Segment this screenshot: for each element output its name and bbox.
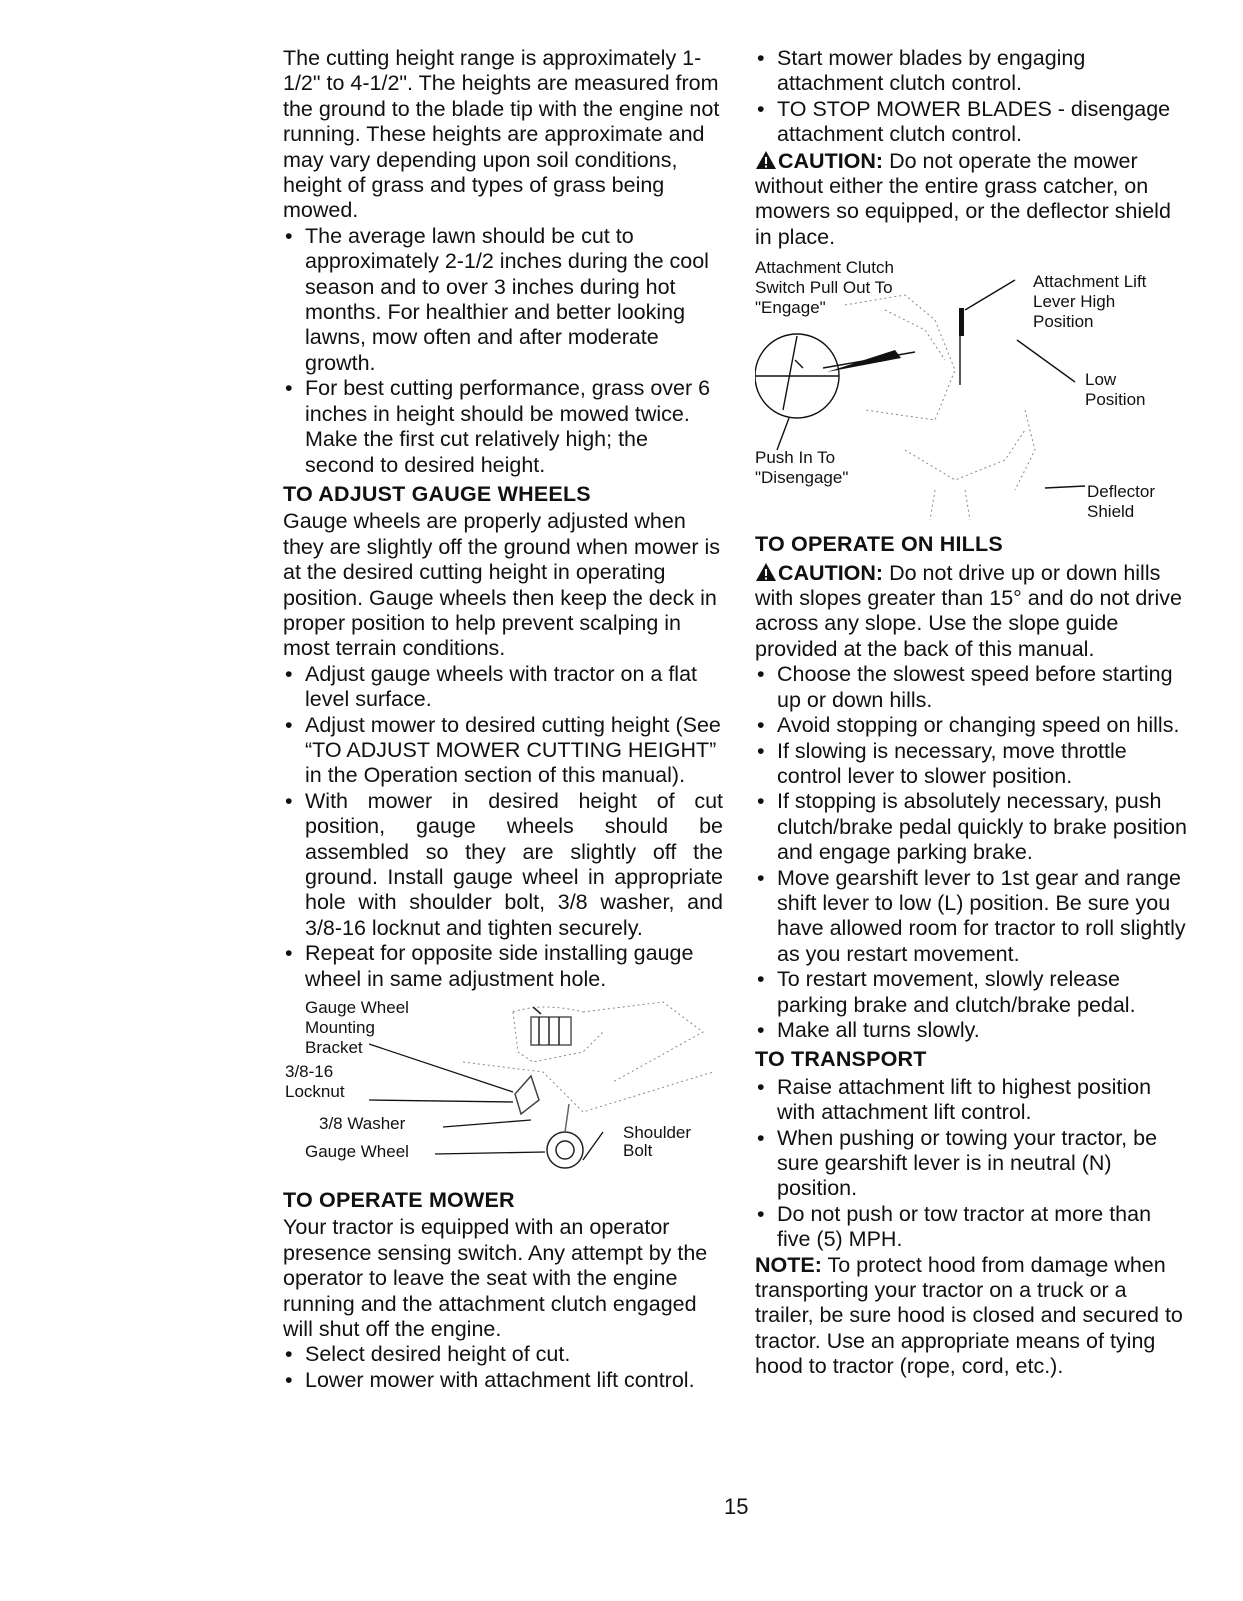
intro-bullet-list bbox=[283, 224, 723, 478]
list-item: • Make all turns slowly. bbox=[755, 1018, 1190, 1043]
warning-triangle-icon bbox=[755, 150, 777, 170]
operate-mower-text: Your tractor is equipped with an operator presence sensing switch. Any attempt by the operator to leave the seat with the engine running and the attachment clutch engaged will shut off the engine. bbox=[283, 1215, 708, 1342]
list-item: • The average lawn should be cut to approximately 2-1/2 inches during the cool season and to over 3 inches during hot months. For healthier and better looking lawns, mow often and after moderate growth. bbox=[283, 224, 723, 376]
operate-bullet-list bbox=[283, 1342, 723, 1393]
list-item: • Adjust gauge wheels with tractor on a flat level surface. bbox=[283, 662, 723, 713]
hills-bullet-list bbox=[755, 662, 1190, 1043]
wheel-label: Gauge Wheel bbox=[305, 1142, 409, 1162]
caution-catcher bbox=[755, 148, 1190, 251]
cutting-height-intro: The cutting height range is approximately 1-1/2" to 4-1/2". The heights are measured from the ground to the blade tip with the engine not running. These heights are approximate and may vary depending upon soil conditions, height of grass and types of grass being mowed. bbox=[283, 46, 720, 223]
list-item: • Repeat for opposite side installing gauge wheel in same adjustment hole. bbox=[283, 941, 723, 992]
note-text: To protect hood from damage when transporting your tractor on a truck or a trailer, be sure hood is closed and secured to tractor. Use an appropriate means of tying hood to tractor (rope, cord, etc.). bbox=[755, 1252, 1183, 1379]
list-item: • Select desired height of cut. bbox=[283, 1342, 723, 1367]
list-item: • To restart movement, slowly release parking brake and clutch/brake pedal. bbox=[755, 967, 1190, 1018]
list-item: • Start mower blades by engaging attachment clutch control. bbox=[755, 46, 1190, 97]
list-item: • TO STOP MOWER BLADES - disengage attachment clutch control. bbox=[755, 97, 1190, 148]
washer-label: 3/8 Washer bbox=[319, 1114, 406, 1134]
list-item: • Lower mower with attachment lift control. bbox=[283, 1368, 723, 1393]
clutch-lift-diagram bbox=[755, 250, 1190, 528]
bolt-label: Shoulder Bolt bbox=[623, 1123, 692, 1161]
caution-text: Do not drive up or down hills with slopes greater than 15° and do not drive across any slope. Use the slope guide provided at the back of this manual. bbox=[755, 560, 1182, 661]
clutch-disengage-label: Push In To "Disengage" bbox=[755, 448, 849, 488]
bracket-label: Gauge Wheel Mounting Bracket bbox=[305, 998, 409, 1058]
gauge-wheel-diagram bbox=[283, 992, 723, 1184]
transport-heading: TO TRANSPORT bbox=[755, 1047, 927, 1072]
note-label: NOTE: bbox=[755, 1252, 822, 1277]
hills-heading: TO OPERATE ON HILLS bbox=[755, 532, 1003, 557]
gauge-bullet-list bbox=[283, 662, 723, 992]
list-item: • If stopping is absolutely necessary, push clutch/brake pedal quickly to brake position and engage parking brake. bbox=[755, 789, 1190, 865]
caution-label: CAUTION: bbox=[755, 148, 883, 174]
right-column bbox=[755, 46, 1190, 1380]
transport-note bbox=[755, 1253, 1190, 1380]
list-item: • For best cutting performance, grass over 6 inches in height should be mowed twice. Make the first cut relatively high; the second to desired height. bbox=[283, 376, 723, 478]
blade-bullet-list bbox=[755, 46, 1190, 148]
list-item: • When pushing or towing your tractor, be sure gearshift lever is in neutral (N) position. bbox=[755, 1126, 1190, 1202]
caution-label: CAUTION: bbox=[755, 560, 883, 586]
clutch-engage-label: Attachment Clutch Switch Pull Out To "Engage" bbox=[755, 258, 894, 318]
deflector-label: Deflector Shield bbox=[1087, 482, 1156, 522]
locknut-label: 3/8-16 Locknut bbox=[285, 1062, 345, 1102]
gauge-wheels-text: Gauge wheels are properly adjusted when they are slightly off the ground when mower is at the desired cutting height in operating position. Gauge wheels then keep the deck in proper position to help prevent scalping in most terrain conditions. bbox=[283, 509, 721, 661]
list-item: • Do not push or tow tractor at more than five (5) MPH. bbox=[755, 1202, 1190, 1253]
list-item: • Move gearshift lever to 1st gear and range shift lever to low (L) position. Be sure you have allowed room for tractor to roll slightly as you restart movement. bbox=[755, 866, 1190, 968]
transport-bullet-list bbox=[755, 1075, 1190, 1253]
operate-mower-heading: TO OPERATE MOWER bbox=[283, 1188, 515, 1213]
list-item: • With mower in desired height of cut position, gauge wheels should be assembled so they are slightly off the ground. Install gauge wheel in appropriate hole with shoulder bolt, 3/8 washer, and 3/8-16 locknut and tighten securely. bbox=[283, 789, 723, 941]
left-column bbox=[283, 46, 723, 1393]
lift-high-label: Attachment Lift Lever High Position bbox=[1033, 272, 1147, 332]
list-item: • Raise attachment lift to highest position with attachment lift control. bbox=[755, 1075, 1190, 1126]
list-item: • If slowing is necessary, move throttle control lever to slower position. bbox=[755, 739, 1190, 790]
list-item: • Choose the slowest speed before starting up or down hills. bbox=[755, 662, 1190, 713]
warning-triangle-icon bbox=[755, 562, 777, 582]
caution-hills bbox=[755, 560, 1190, 663]
list-item: • Avoid stopping or changing speed on hills. bbox=[755, 713, 1190, 738]
caution-text: Do not operate the mower without either the entire grass catcher, on mowers so equipped, or the deflector shield in place. bbox=[755, 148, 1171, 249]
list-item: • Adjust mower to desired cutting height (See “TO ADJUST MOWER CUTTING HEIGHT” in the Operation section of this manual). bbox=[283, 713, 723, 789]
lift-low-label: Low Position bbox=[1085, 370, 1146, 410]
gauge-wheels-heading: TO ADJUST GAUGE WHEELS bbox=[283, 481, 591, 506]
page-number: 15 bbox=[724, 1494, 749, 1519]
